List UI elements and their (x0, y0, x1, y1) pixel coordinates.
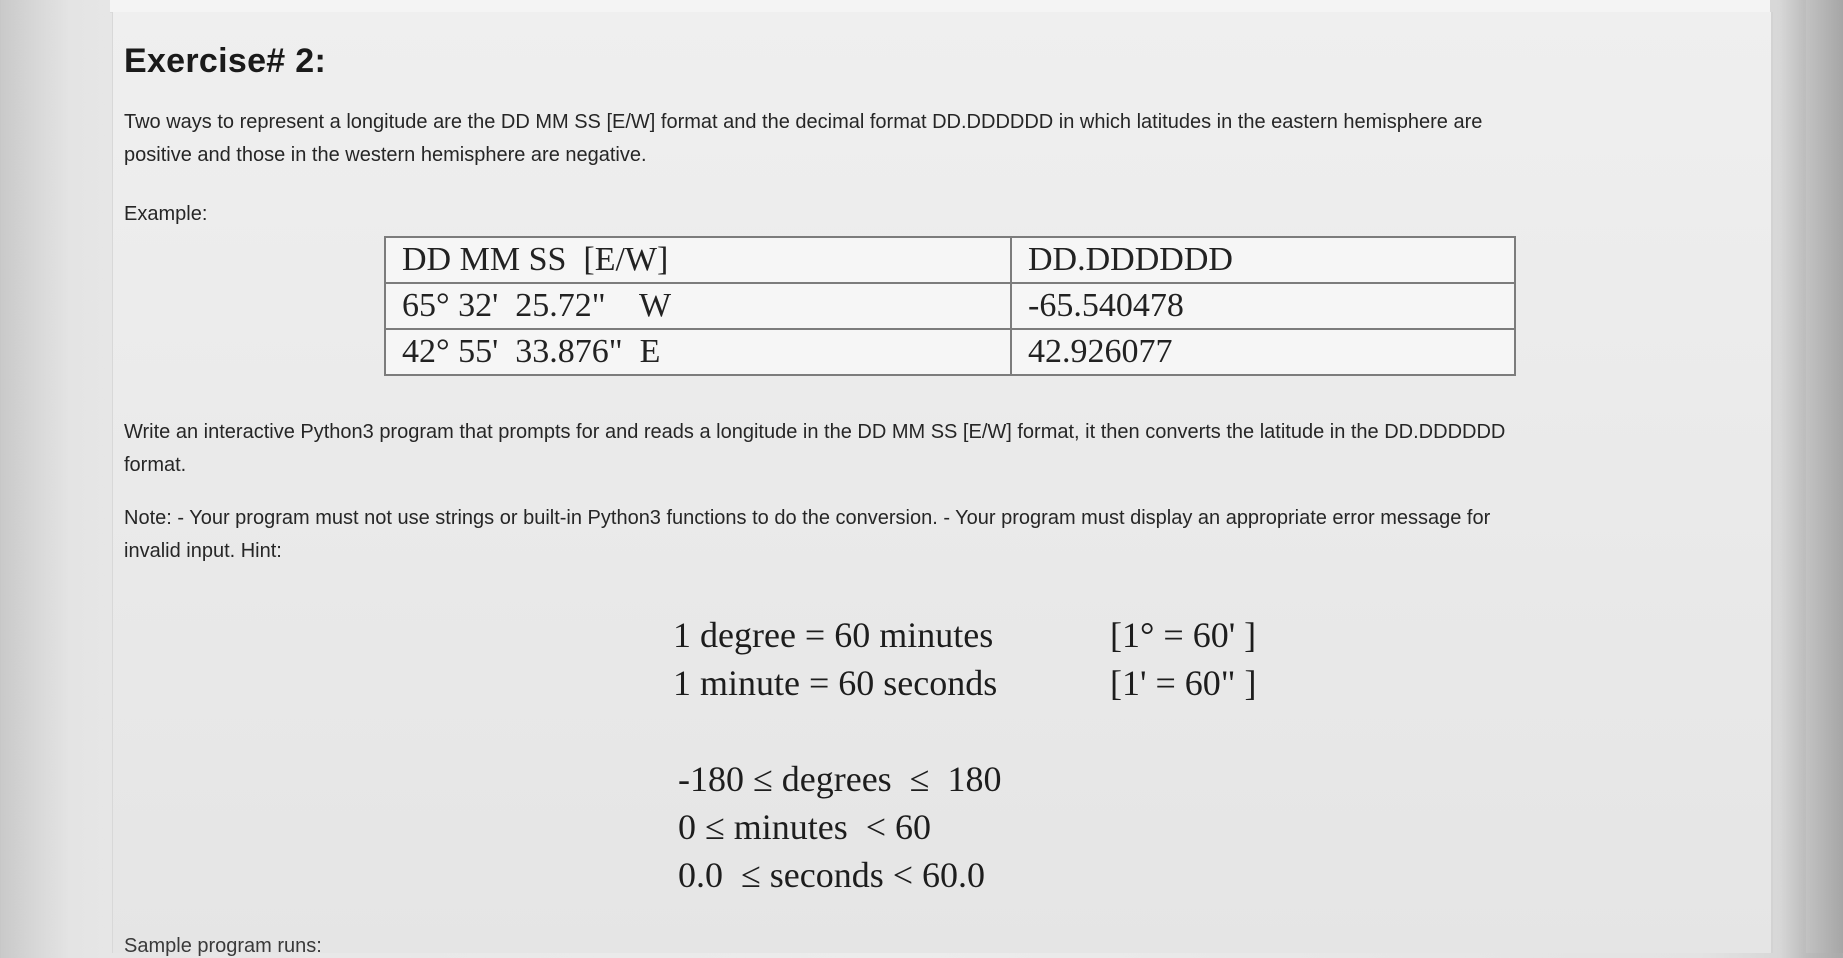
hint-degree-symbolic: [1° = 60' ] (1110, 615, 1257, 655)
table-row (385, 283, 1515, 329)
conversion-table (384, 236, 1516, 376)
table-cell: -65.540478 (1011, 283, 1515, 329)
intro-line: positive and those in the western hemisphere are negative. (124, 144, 647, 166)
hint-degree-minutes: 1 degree = 60 minutes (673, 615, 994, 655)
hint-minute-symbolic: [1' = 60" ] (1110, 663, 1257, 703)
intro-paragraph (124, 106, 1482, 172)
hint-minute-seconds: 1 minute = 60 seconds (673, 663, 998, 703)
range-minutes: 0 ≤ minutes < 60 (678, 807, 932, 847)
note-line: Note: - Your program must not use strings or built-in Python3 functions to do the conversion. - Your program must display an appropriate error message for (124, 507, 1491, 529)
task-line: format. (124, 454, 187, 476)
table-cell: 65° 32' 25.72" W (385, 283, 1011, 329)
intro-line: Two ways to represent a longitude are the DD MM SS [E/W] format and the decimal format DD.DDDDDD in which latitudes in the eastern hemisphere are (124, 111, 1483, 133)
note-line: invalid input. Hint: (124, 540, 282, 562)
task-line: Write an interactive Python3 program that prompts for and reads a longitude in the DD MM SS [E/W] format, it then converts the latitude in the DD.DDDDDD (124, 421, 1506, 443)
table-cell: 42° 55' 33.876" E (385, 329, 1011, 375)
task-paragraph (124, 416, 1505, 482)
example-label: Example: (124, 203, 208, 225)
range-seconds: 0.0 ≤ seconds < 60.0 (678, 855, 986, 895)
sample-runs-label: Sample program runs: (124, 935, 322, 957)
table-header-cell: DD MM SS [E/W] (385, 237, 1011, 283)
note-paragraph (124, 502, 1490, 568)
exercise-title: Exercise# 2: (124, 42, 327, 80)
table-row (385, 329, 1515, 375)
table-header-cell: DD.DDDDDD (1011, 237, 1515, 283)
table-header-row (385, 237, 1515, 283)
conversion-table-container (384, 236, 1516, 376)
table-cell: 42.926077 (1011, 329, 1515, 375)
range-degrees: -180 ≤ degrees ≤ 180 (678, 759, 1002, 799)
page-edge (1806, 0, 1843, 953)
